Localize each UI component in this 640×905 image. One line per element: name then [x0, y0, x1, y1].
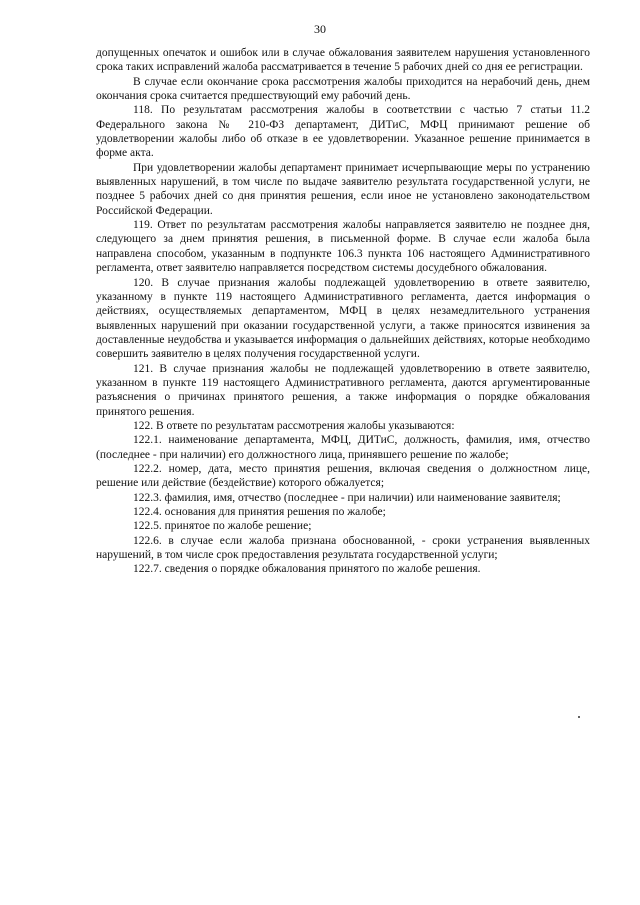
- paragraph-122: 122. В ответе по результатам рассмотрения жалобы указываются:: [133, 419, 455, 432]
- paragraph-satisfaction-measures: При удовлетворении жалобы департамент принимает исчерпывающие меры по устранению выявленных нарушений, в том числе по выдаче заявителю результата государственной услуги, не позднее 5 рабочих дней со дня принятия решения, если иное не установлено законодательством Российской Федерации.: [96, 161, 590, 217]
- paragraph-122-1: 122.1. наименование департамента, МФЦ, ДИТиС, должность, фамилия, имя, отчество (последнее - при наличии) его должностного лица, принявшего решение по жалобе;: [96, 434, 590, 461]
- paragraph-122-7: 122.7. сведения о порядке обжалования принятого по жалобе решения.: [133, 563, 481, 576]
- paragraph-continuation: допущенных опечаток и ошибок или в случае обжалования заявителем нарушения установленного срока таких исправлений жалоба рассматривается в течение 5 рабочих дней со дня ее регистрации.: [96, 47, 590, 74]
- scan-speck: [578, 716, 580, 718]
- paragraph-121: 121. В случае признания жалобы не подлежащей удовлетворению в ответе заявителю, указанном в пункте 119 настоящего Административного регламента, даются аргументированные разъяснения о причинах принятого решения, а также информация о порядке обжалования принятого решения.: [96, 362, 590, 418]
- paragraph-nonworking-day: В случае если окончание срока рассмотрения жалобы приходится на нерабочий день, днем окончания срока считается предшествующий ему рабочий день.: [96, 75, 590, 103]
- paragraph-122-6: 122.6. в случае если жалоба признана обоснованной, - сроки устранения выявленных нарушений, в том числе срок предоставления результата государственной услуги;: [96, 534, 590, 562]
- paragraph-122-3: 122.3. фамилия, имя, отчество (последнее - при наличии) или наименование заявителя;: [133, 491, 561, 504]
- paragraph-118: 118. По результатам рассмотрения жалобы в соответствии с частью 7 статьи 11.2 Федерального закона № 210-ФЗ департамент, ДИТиС, МФЦ принимают решение об удовлетворении жалобы либо об отказе в ее удовлетворении. Указанное решение принимается в форме акта.: [96, 104, 590, 160]
- paragraph-122-2: 122.2. номер, дата, место принятия решения, включая сведения о должностном лице, решение или действие (бездействие) которого обжалуется;: [96, 462, 590, 490]
- paragraph-119: 119. Ответ по результатам рассмотрения жалобы направляется заявителю не позднее дня, следующего за днем принятия решения, в письменной форме. В случае если жалоба была направлена способом, указанным в подпункте 106.3 пункта 106 настоящего Административного регламента, ответ заявителю направляется посредством системы досудебного обжалования.: [96, 219, 590, 275]
- document-body: [96, 46, 590, 577]
- paragraph-120: 120. В случае признания жалобы подлежащей удовлетворению в ответе заявителю, указанному в пункте 119 настоящего Административного регламента, дается информация о действиях, осуществляемых департаментом, МФЦ в целях незамедлительного устранения выявленных нарушений при оказании государственной услуги, а также приносятся извинения за доставленные неудобства и указывается информация о дальнейших действиях, которые необходимо совершить заявителю в целях получения государственной услуги.: [96, 276, 590, 361]
- page-number: 30: [314, 22, 326, 36]
- paragraph-122-4: 122.4. основания для принятия решения по жалобе;: [133, 506, 386, 518]
- paragraph-122-5: 122.5. принятое по жалобе решение;: [133, 520, 312, 533]
